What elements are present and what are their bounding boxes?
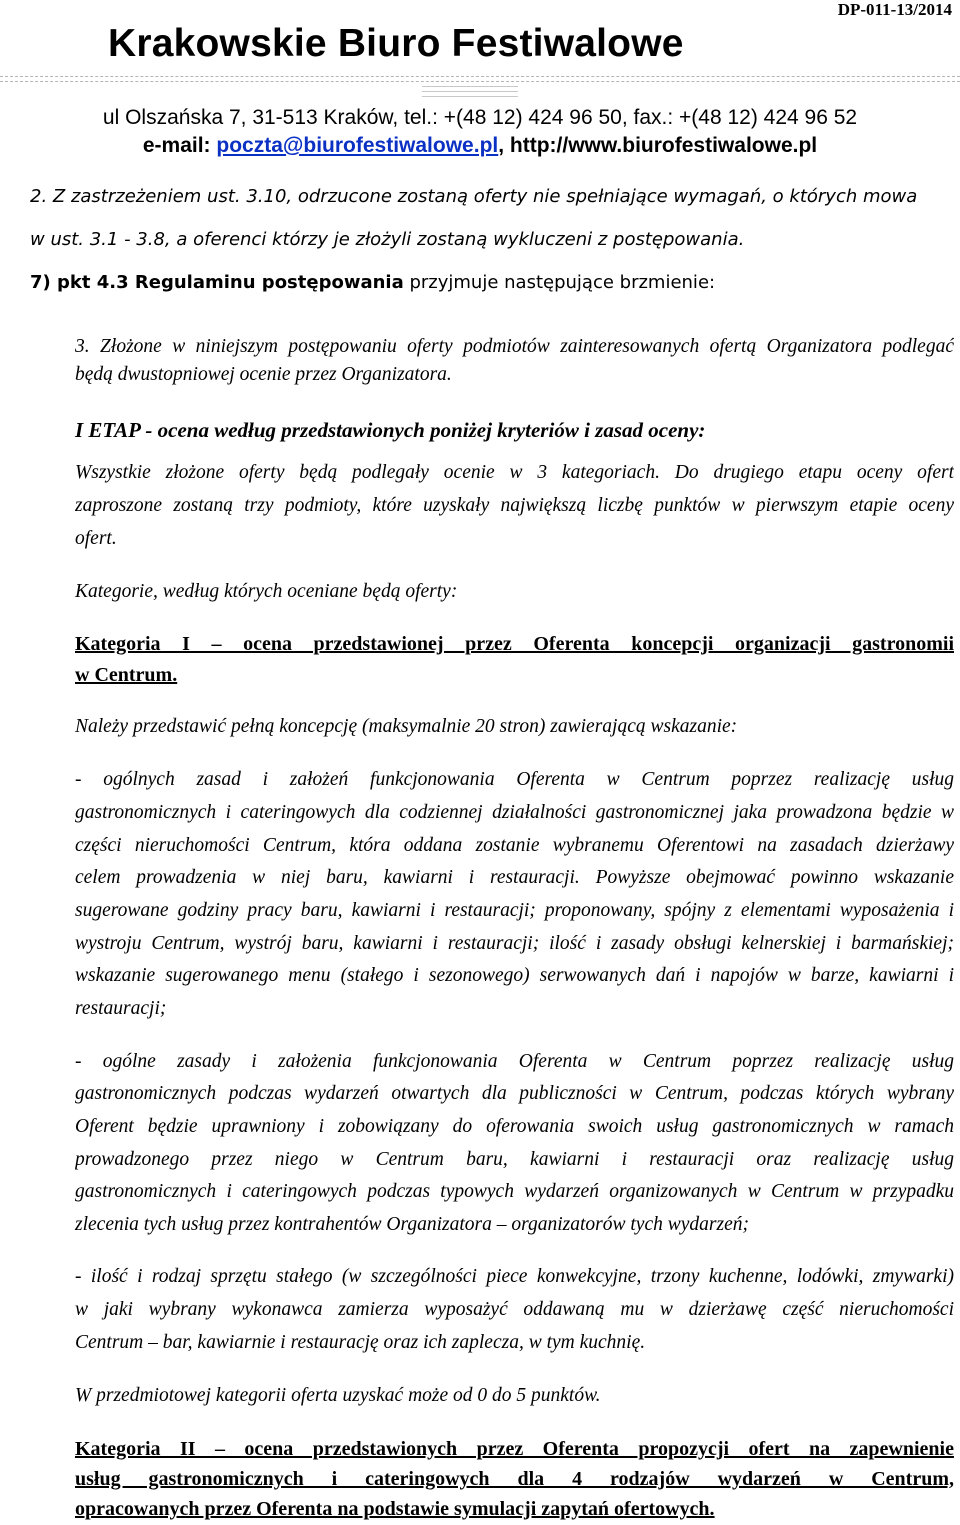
header-divider-5 <box>422 96 518 97</box>
category1-item1-line-5: sugerowane godziny pracy baru, kawiarni i restauracji; proponowany, spójny z elementami wyposażenia i <box>75 900 954 921</box>
stage1-paragraph-line-2: zaproszone zostaną trzy podmioty, które uzyskały największą liczbę punktów w pierwszym etapie oceny <box>75 495 954 516</box>
category2-heading-line-2: usług gastronomicznych i cateringowych dla 4 rodzajów wydarzeń w Centrum, <box>75 1468 954 1490</box>
category1-item1-line-2: gastronomicznych i cateringowych dla codziennej działalności gastronomicznej jaka prowadzona będzie w <box>75 802 954 823</box>
stage1-paragraph-line-1: Wszystkie złożone oferty będą podlegały ocenie w 3 kategoriach. Do drugiego etapu oceny ofert <box>75 462 954 483</box>
address-line: ul Olszańska 7, 31-513 Kraków, tel.: +(48 12) 424 96 50, fax.: +(48 12) 424 96 52 <box>102 106 858 129</box>
category1-item2-line-2: gastronomicznych podczas wydarzeń otwartych dla publiczności w Centrum, podczas których wybrany <box>75 1083 954 1104</box>
category1-item1-line-3: części nieruchomości Centrum, która oddana zostanie wybranemu Oferentowi na zasadach dzierżawy <box>75 835 954 856</box>
amendment-line-1: 2. Z zastrzeżeniem ust. 3.10, odrzucone zostaną oferty nie spełniające wymagań, o których mowa <box>30 186 918 207</box>
category1-item2-line-6: zlecenia tych usług przez kontrahentów Organizatora – organizatorów tych wydarzeń; <box>75 1214 749 1235</box>
header-divider <box>0 76 960 77</box>
category1-item2-line-4: prowadzonego przez niego w Centrum baru, kawiarni i restauracji oraz realizację usług <box>75 1149 954 1170</box>
section3-line-2: będą dwustopniowej ocenie przez Organizatora. <box>75 364 452 385</box>
stage1-heading: I ETAP - ocena według przedstawionych poniżej kryteriów i zasad oceny: <box>75 418 706 442</box>
category1-item1-line-4: celem prowadzenia w niej baru, kawiarni i restauracji. Powyższe obejmować powinno wskazanie <box>75 867 954 888</box>
organization-name: Krakowskie Biuro Festiwalowe <box>108 22 684 65</box>
amendment-line-2: w ust. 3.1 - 3.8, a oferenci którzy je złożyli zostaną wykluczeni z postępowania. <box>30 229 745 250</box>
categories-intro: Kategorie, według których oceniane będą oferty: <box>75 581 458 602</box>
category1-heading-line-1: Kategoria I – ocena przedstawionej przez Oferenta koncepcji organizacji gastronomii <box>75 633 954 655</box>
category2-heading-line-1: Kategoria II – ocena przedstawionych przez Oferenta propozycji ofert na zapewnienie <box>75 1438 954 1460</box>
section3-line-1: 3. Złożone w niniejszym postępowaniu oferty podmiotów zainteresowanych ofertą Organizatora podlegać <box>75 336 954 357</box>
category1-item2-line-3: Oferent będzie uprawniony i zobowiązany do oferowania swoich usług gastronomicznych w ramach <box>75 1116 954 1137</box>
website-text[interactable]: , http://www.biurofestiwalowe.pl <box>498 134 818 157</box>
category1-intro: Należy przedstawić pełną koncepcję (maksymalnie 20 stron) zawierającą wskazanie: <box>75 716 738 737</box>
category2-heading-line-3: opracowanych przez Oferenta na podstawie symulacji zapytań ofertowych. <box>75 1498 715 1520</box>
header-divider-2 <box>0 81 960 82</box>
category1-item2-line-1: - ogólne zasady i założenia funkcjonowania Oferenta w Centrum poprzez realizację usług <box>75 1051 954 1072</box>
category1-points: W przedmiotowej kategorii oferta uzyskać może od 0 do 5 punktów. <box>75 1385 601 1406</box>
category1-item1-line-8: restauracji; <box>75 998 167 1019</box>
category1-item1-line-7: wskazanie sugerowanego menu (stałego i sezonowego) serwowanych dań i napojów w barze, kawiarni i <box>75 965 954 986</box>
contact-line <box>0 134 960 158</box>
amendment-point: 7) pkt 4.3 Regulaminu postępowania przyjmuje następujące brzmienie: <box>30 272 716 293</box>
email-prefix: e-mail: <box>142 134 217 157</box>
document-id: DP-011-13/2014 <box>837 0 952 19</box>
category1-heading-line-2: w Centrum. <box>75 664 178 686</box>
email-link[interactable]: poczta@biurofestiwalowe.pl <box>216 134 499 157</box>
category1-item3-line-2: w jaki wybrany wykonawca zamierza wyposażyć oddawaną mu w dzierżawę część nieruchomości <box>75 1299 954 1320</box>
header-divider-4 <box>422 91 518 92</box>
category1-item1-line-6: wystroju Centrum, wystrój baru, kawiarni i restauracji; ilość i zasady obsługi kelnerskiej i barmańskiej; <box>75 933 954 954</box>
category1-item1-line-1: - ogólnych zasad i założeń funkcjonowania Oferenta w Centrum poprzez realizację usług <box>75 769 954 790</box>
category1-item3-line-3: Centrum – bar, kawiarnie i restaurację oraz ich zaplecza, w tym kuchnię. <box>75 1332 646 1353</box>
category1-item3-line-1: - ilość i rodzaj sprzętu stałego (w szczególności piece konwekcyjne, trzony kuchenne, lodówki, zmywarki) <box>75 1266 954 1287</box>
stage1-paragraph-line-3: ofert. <box>75 528 117 549</box>
category1-item2-line-5: gastronomicznych i cateringowych podczas typowych wydarzeń organizowanych w Centrum w przypadku <box>75 1181 954 1202</box>
header-divider-3 <box>422 86 518 87</box>
